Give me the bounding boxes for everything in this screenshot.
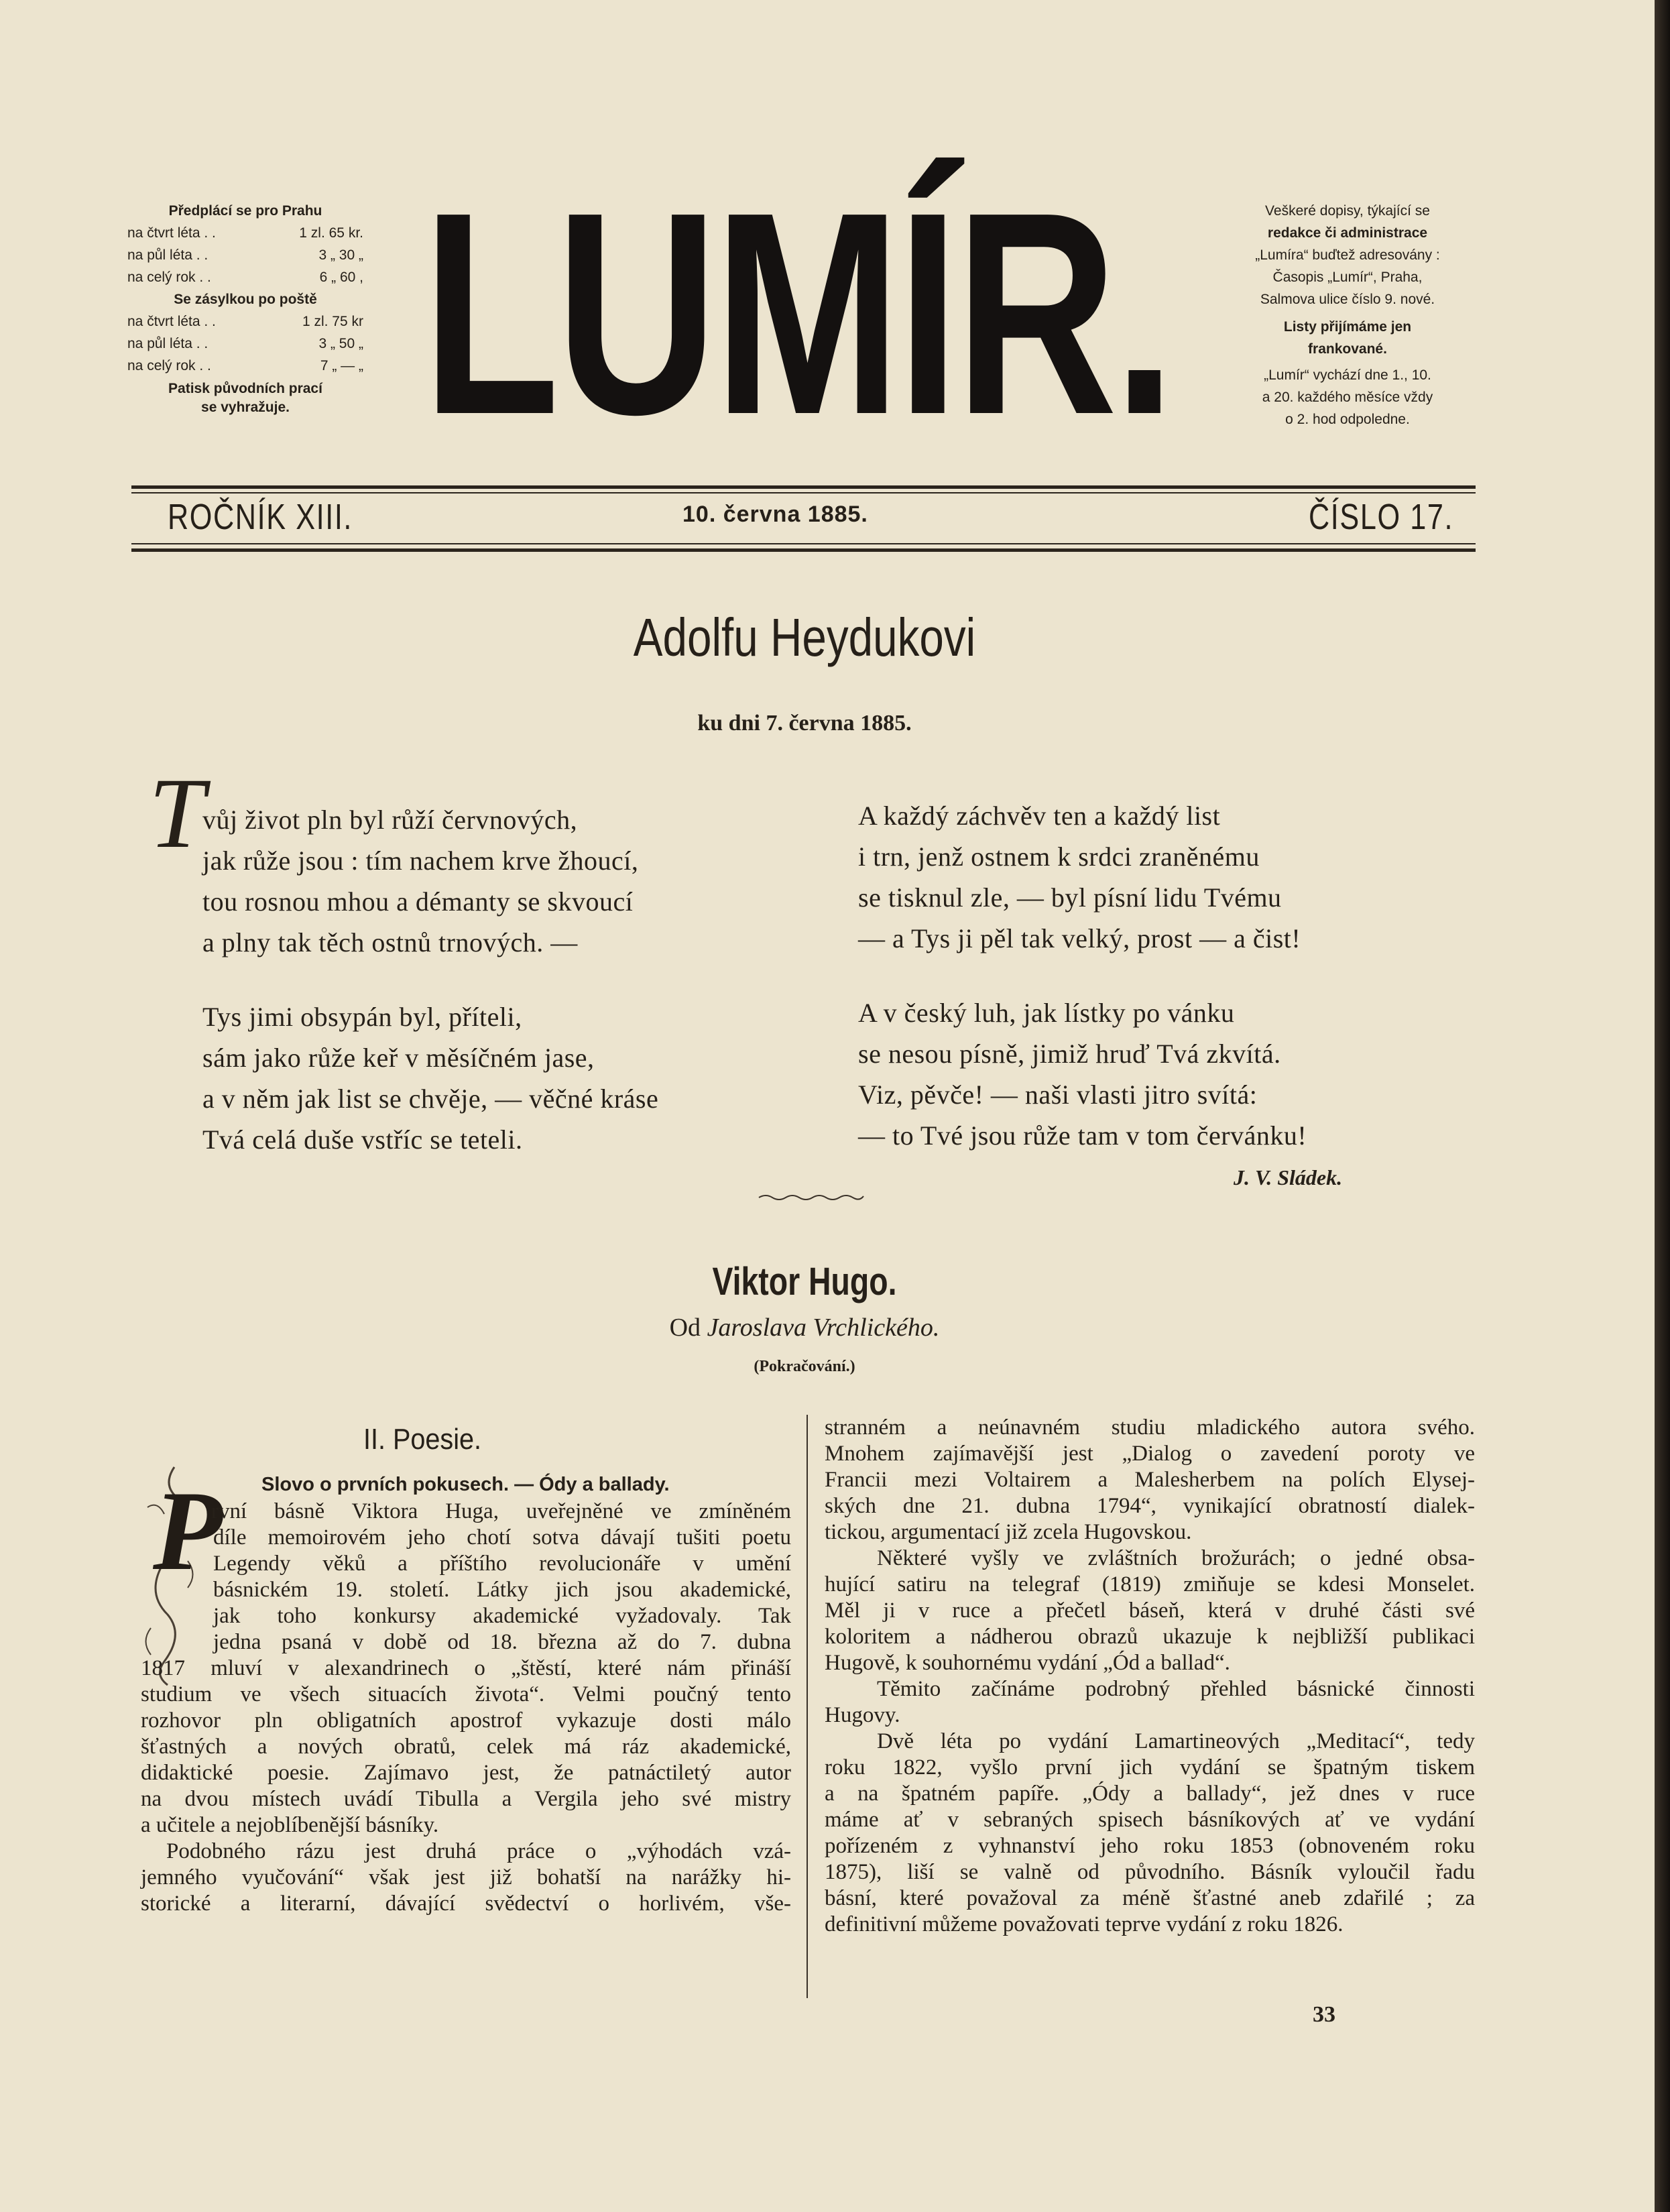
masthead-rule-bottom-thin — [131, 543, 1476, 544]
address-line: Veškeré dopisy, týkající se — [1265, 203, 1430, 219]
page-number: 33 — [1313, 2002, 1335, 2027]
price-row: na celý rok . . 6 „ 60 , — [127, 270, 363, 285]
text-line: jedna psaná v době od 18. března až do 7. dubna — [213, 1630, 791, 1654]
article-left-column — [141, 1499, 791, 1917]
masthead-title: LUMÍR. — [422, 153, 1172, 475]
issue-line: „Lumír“ vychází dne 1., 10. — [1264, 367, 1431, 383]
letters-line: Listy přijímáme jen — [1283, 319, 1412, 335]
verse-line: tou rosnou mhou a démanty se skvoucí — [202, 886, 634, 917]
masthead-rule-top — [131, 485, 1476, 489]
masthead-rule-bottom — [131, 548, 1476, 552]
text-line: básní, které považoval za méně šťastné aneb zdařilé ; za — [825, 1886, 1475, 1910]
stanza — [202, 996, 658, 1160]
section-title: II. Poesie. — [363, 1423, 482, 1456]
text-line: rvní básně Viktora Huga, uveřejněné ve zmíněném — [211, 1499, 791, 1523]
text-line: tickou, argumentací již zcela Hugovskou. — [825, 1520, 1192, 1544]
text-line: jak toho konkursy akademické vyžadovaly. Tak — [213, 1604, 791, 1628]
article-drop-cap: P — [153, 1468, 223, 1594]
price-row: na celý rok . . 7 „ — „ — [127, 358, 363, 373]
text-line: definitivní můžeme považovati teprve vydání z roku 1826. — [825, 1912, 1344, 1936]
verse-line: se tisknul zle, — byl písní lidu Tvému — [858, 882, 1282, 913]
text-line: stranném a neúnavném studiu mladického autora svého. — [825, 1415, 1475, 1440]
stanza — [858, 992, 1307, 1156]
article-byline: Od Jaroslava Vrchlického. — [669, 1314, 940, 1342]
price-row: na půl léta . . 3 „ 30 „ — [127, 247, 363, 263]
stanza — [202, 799, 658, 963]
verse-line: vůj život pln byl růží červnových, — [202, 805, 578, 835]
text-line: ských dne 21. dubna 1794“, vynikající obratností dialek- — [825, 1494, 1475, 1518]
text-line: a učitele a nejoblíbenější básníky. — [141, 1813, 439, 1837]
article-right-column — [825, 1415, 1475, 1938]
price-row: na čtvrt léta . . 1 zl. 75 kr — [127, 314, 363, 329]
text-line: pořízeném z vyhnanství jeho roku 1853 (obnoveném roku — [825, 1834, 1475, 1858]
text-line: didaktické poesie. Zajímavo jest, že patnáctiletý autor — [141, 1761, 791, 1785]
verse-line: Tvá celá duše vstříc se teteli. — [202, 1124, 523, 1155]
article-title: Viktor Hugo. — [712, 1260, 897, 1303]
poem-signature: J. V. Sládek. — [1234, 1165, 1343, 1189]
text-line: Těmito začínáme podrobný přehled básnické činnosti — [877, 1677, 1475, 1701]
text-line: 1817 mluví v alexandrinech o „štěstí, které nám přináší — [141, 1656, 791, 1680]
continued-note: (Pokračování.) — [754, 1358, 855, 1375]
volume-label: ROČNÍK XIII. — [168, 497, 353, 537]
text-line: Některé vyšly ve zvláštních brožurách; o jedné obsa- — [877, 1546, 1475, 1570]
verse-line: a plny tak těch ostnů trnových. — — [202, 927, 578, 957]
subscription-heading: Předplácí se pro Prahu — [168, 203, 322, 219]
verse-line: — a Tys ji pěl tak velký, prost — a čist! — [858, 923, 1301, 953]
verse-line: a v něm jak list se chvěje, — věčné krásе — [202, 1084, 659, 1114]
verse-line: i trn, jenž ostnem k srdci zraněnému — [858, 841, 1260, 872]
verse-line: sám jako růže keř v měsíčném jase, — [202, 1043, 595, 1073]
letters-line: frankované. — [1308, 341, 1387, 357]
poem-subtitle: ku dni 7. června 1885. — [697, 711, 912, 736]
address-line: Časopis „Lumír“, Praha, — [1272, 270, 1423, 285]
section-subtitle: Slovo o prvních pokusech. — Ódy a ballady. — [261, 1474, 670, 1495]
text-line: Mnohem zajímavější jest „Dialog o zavedení poroty ve — [825, 1442, 1475, 1466]
verse-line: A každý záchvěv ten a každý list — [858, 801, 1221, 831]
poem-left-column — [202, 799, 658, 1194]
verse-line: Viz, pěvče! — naši vlasti jitro svítá: — [858, 1080, 1258, 1110]
text-line: koloritem a nádherou obrazů ukazuje k nejbližší publikaci — [825, 1625, 1475, 1649]
poem-drop-cap: T — [149, 758, 205, 869]
column-divider — [807, 1415, 808, 1998]
reprint-note: se vyhražuje. — [201, 400, 290, 415]
post-heading: Se zásylkou po poště — [174, 292, 317, 307]
stanza — [858, 795, 1307, 959]
reprint-note: Patisk původních prací — [168, 381, 322, 396]
text-line: Měl ji v ruce a přečetl báseň, která v druhé části své — [825, 1598, 1475, 1623]
text-line: a na špatném papíře. „Ódy a ballady“, jež dnes v ruce — [825, 1782, 1475, 1806]
text-line: rozhovor pln obligatních apostrof vykazuje dosti málo — [141, 1708, 791, 1733]
price-row: na půl léta . . 3 „ 50 „ — [127, 336, 363, 351]
text-line: na dvou místech uvádí Tibulla a Vergila jeho své mistry — [141, 1787, 791, 1811]
masthead-rule-top-thin — [131, 492, 1476, 493]
scan-edge — [1655, 0, 1670, 2212]
verse-line: Tys jimi obsypán byl, příteli, — [202, 1002, 522, 1032]
poem-right-column — [858, 795, 1307, 1189]
text-line: storické a literarní, dávající svědectví o horlivém, vše- — [141, 1891, 791, 1916]
text-line: jemného vyučování“ však jest již bohatší na narážky hi- — [141, 1865, 791, 1889]
text-line: básnickém 19. století. Látky jich jsou akademické, — [213, 1578, 791, 1602]
issue-line: a 20. každého měsíce vždy — [1262, 390, 1433, 405]
text-line: roku 1822, vyšlo první jich vydání se špatným tiskem — [825, 1755, 1475, 1780]
text-line: Hugovy. — [825, 1703, 900, 1727]
text-line: Podobného rázu jest druhá práce o „výhodách vzá- — [166, 1839, 791, 1863]
text-line: šťastných a nových obratů, celek má ráz akademické, — [141, 1735, 791, 1759]
address-line: „Lumíra“ buďtež adresovány : — [1255, 247, 1440, 263]
verse-line: — to Tvé jsou růže tam v tom červánku! — [858, 1120, 1307, 1151]
verse-line: A v český luh, jak lístky po vánku — [858, 998, 1235, 1028]
text-line: máme ať v sebraných spisech básníkových ať ve vydání — [825, 1808, 1475, 1832]
ornament-divider — [758, 1192, 865, 1206]
issue-number: ČÍSLO 17. — [1309, 497, 1454, 537]
text-line: díle memoirovém jeho chotí sotva dávají tušiti poetu — [213, 1525, 791, 1550]
text-line: studium ve všech situacích života“. Velmi poučný tento — [141, 1682, 791, 1706]
address-line: Salmova ulice číslo 9. nové. — [1260, 292, 1435, 307]
issue-line: o 2. hod odpoledne. — [1285, 412, 1410, 427]
verse-line: jak růže jsou : tím nachem krve žhoucí, — [202, 846, 639, 876]
issue-date: 10. června 1885. — [682, 502, 868, 527]
text-line: Legendy věků a příštího revolucionáře v umění — [213, 1552, 791, 1576]
price-row: na čtvrt léta . . 1 zl. 65 kr. — [127, 225, 363, 241]
text-line: Francii mezi Voltairem a Malesherbem na polích Elysej- — [825, 1468, 1475, 1492]
address-line: redakce či administrace — [1267, 225, 1428, 241]
author-name: Jaroslava Vrchlického. — [707, 1314, 940, 1342]
text-line: hující satiru na telegraf (1819) zmiňuje se kdesi Monselet. — [825, 1572, 1475, 1596]
subscription-prices-note — [127, 200, 363, 417]
text-line: 1875), liší se valně od původního. Básník vyloučil řadu — [825, 1860, 1475, 1884]
verse-line: se nesou písně, jimiž hruď Tvá zkvítá. — [858, 1039, 1281, 1069]
editorial-address-note — [1213, 200, 1482, 430]
text-line: Dvě léta po vydání Lamartineových „Meditací“, tedy — [877, 1729, 1475, 1753]
text-line: Hugově, k souhornému vydání „Ód a ballad“. — [825, 1651, 1230, 1675]
poem-title: Adolfu Heydukovi — [633, 607, 976, 667]
